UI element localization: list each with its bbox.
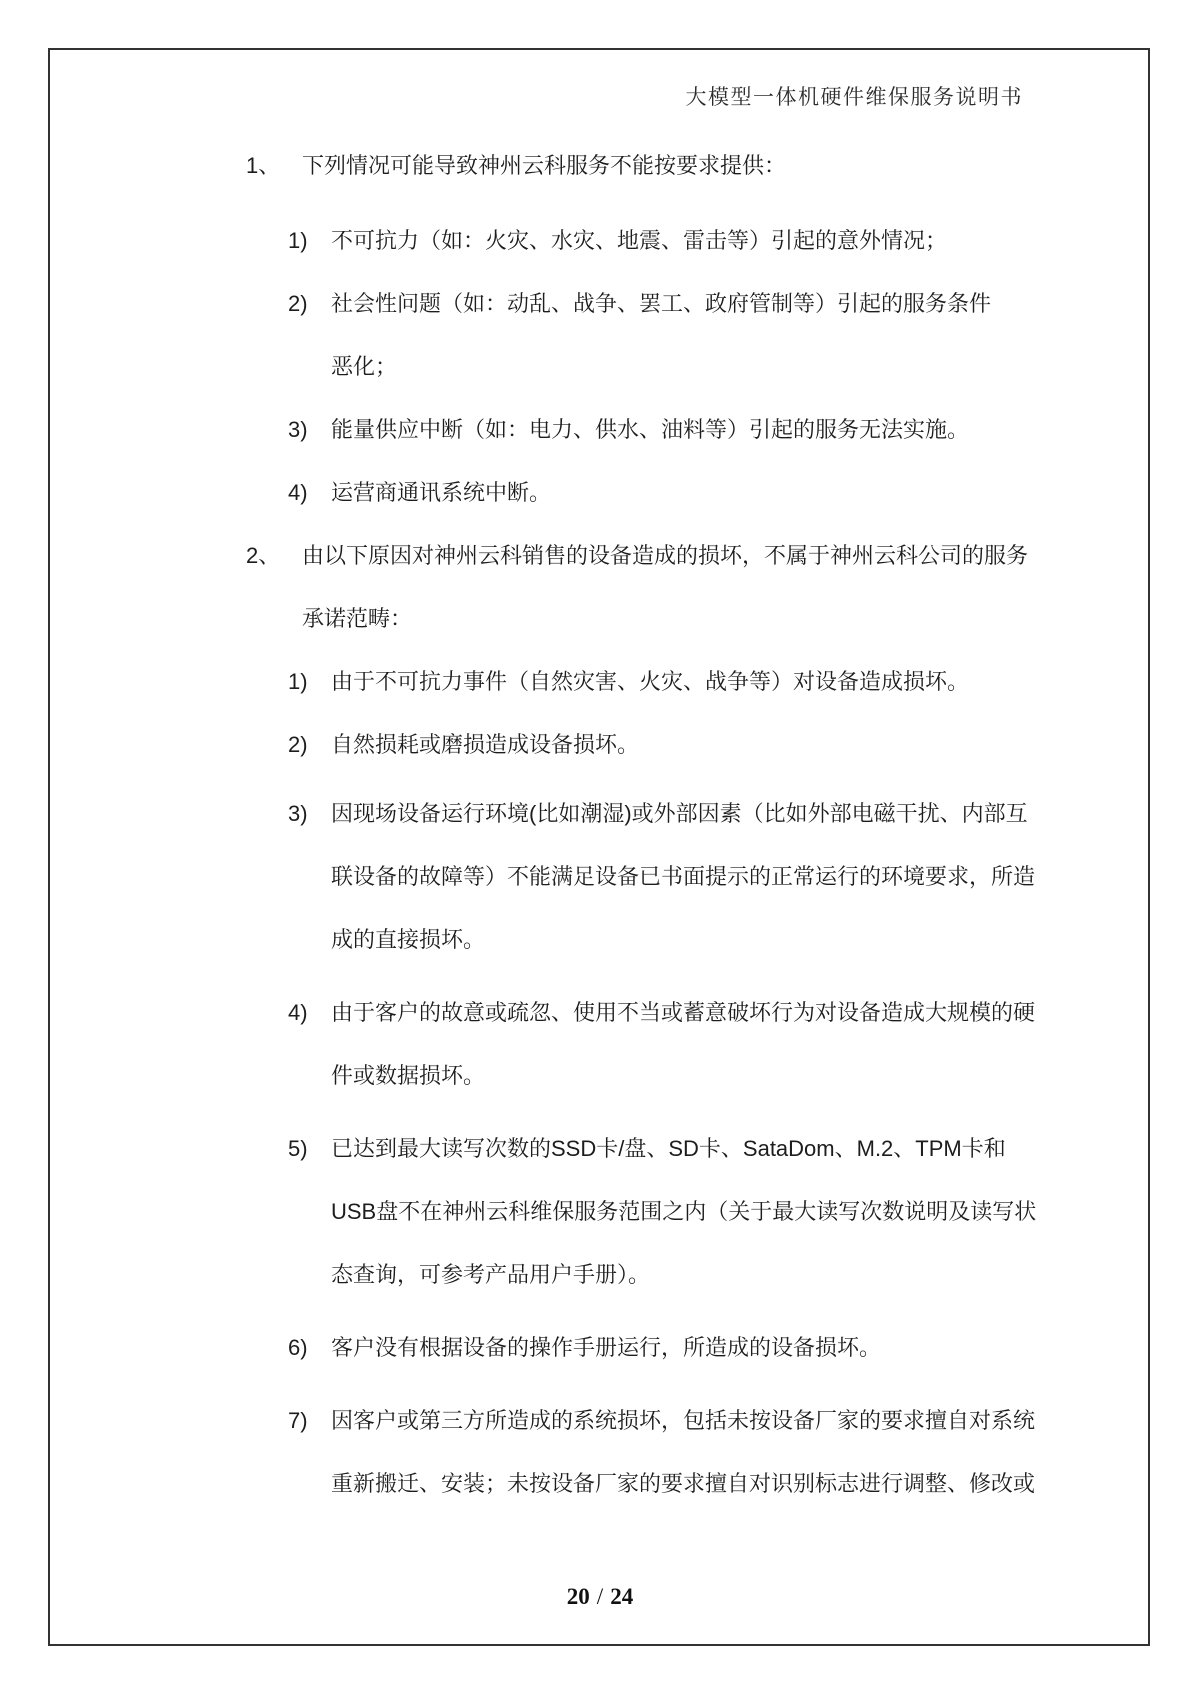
footer-current-page: 20	[566, 1584, 590, 1609]
list-number: 2)	[288, 291, 308, 316]
header-title: 大模型一体机硬件维保服务说明书	[685, 85, 1023, 109]
list-item	[0, 650, 1200, 713]
list-text-line: 由于不可抗力事件（自然灾害、火灾、战争等）对设备造成损坏。	[331, 669, 970, 694]
document-body	[0, 134, 1200, 1515]
list-item	[0, 1389, 1200, 1515]
list-item	[0, 1117, 1200, 1306]
section-title: 由以下原因对神州云科销售的设备造成的损坏，不属于神州云科公司的服务	[302, 543, 1029, 568]
list-number: 2、	[246, 543, 281, 568]
list-number: 5)	[288, 1136, 308, 1161]
list-text-line: 自然损耗或磨损造成设备损坏。	[331, 732, 640, 757]
list-item	[0, 272, 1200, 398]
section-heading	[0, 134, 1200, 197]
list-number: 7)	[288, 1408, 308, 1433]
list-number: 1)	[288, 228, 308, 253]
list-text-line: 已达到最大读写次数的SSD卡/盘、SD卡、SataDom、M.2、TPM卡和	[331, 1136, 1006, 1161]
list-text-line: USB盘不在神州云科维保服务范围之内（关于最大读写次数说明及读写状	[331, 1199, 1037, 1224]
list-number: 6)	[288, 1335, 308, 1360]
footer-separator: /	[596, 1584, 604, 1609]
page-footer	[0, 1582, 1200, 1612]
list-item	[0, 1316, 1200, 1379]
list-text-line: 运营商通讯系统中断。	[331, 480, 552, 505]
section-title: 下列情况可能导致神州云科服务不能按要求提供：	[302, 153, 787, 178]
list-text-line: 成的直接损坏。	[331, 927, 486, 952]
list-item	[0, 782, 1200, 971]
list-text-line: 因现场设备运行环境(比如潮湿)或外部因素（比如外部电磁干扰、内部互	[331, 801, 1028, 826]
list-number: 1、	[246, 153, 281, 178]
section-title-continued: 承诺范畴：	[302, 606, 413, 631]
list-item	[0, 713, 1200, 776]
list-item	[0, 209, 1200, 272]
list-text-line: 不可抗力（如：火灾、水灾、地震、雷击等）引起的意外情况；	[331, 228, 948, 253]
list-number: 4)	[288, 480, 308, 505]
list-text-line: 因客户或第三方所造成的系统损坏，包括未按设备厂家的要求擅自对系统	[331, 1408, 1036, 1433]
list-number: 3)	[288, 801, 308, 826]
page-header	[0, 84, 1023, 110]
list-number: 1)	[288, 669, 308, 694]
footer-total-pages: 24	[610, 1584, 634, 1609]
list-text-line: 态查询，可参考产品用户手册）。	[331, 1262, 651, 1287]
list-number: 3)	[288, 417, 308, 442]
list-text-line: 恶化；	[331, 354, 398, 379]
list-item	[0, 461, 1200, 524]
list-item	[0, 398, 1200, 461]
list-text-line: 能量供应中断（如：电力、供水、油料等）引起的服务无法实施。	[331, 417, 970, 442]
list-text-line: 重新搬迁、安装；未按设备厂家的要求擅自对识别标志进行调整、修改或	[331, 1471, 1036, 1496]
list-text-line: 联设备的故障等）不能满足设备已书面提示的正常运行的环境要求，所造	[331, 864, 1036, 889]
list-text-line: 由于客户的故意或疏忽、使用不当或蓄意破坏行为对设备造成大规模的硬	[331, 1000, 1036, 1025]
list-item	[0, 981, 1200, 1107]
list-text-line: 件或数据损坏。	[331, 1063, 486, 1088]
section-heading	[0, 524, 1200, 650]
list-text-line: 客户没有根据设备的操作手册运行，所造成的设备损坏。	[331, 1335, 882, 1360]
list-number: 2)	[288, 732, 308, 757]
list-number: 4)	[288, 1000, 308, 1025]
list-text-line: 社会性问题（如：动乱、战争、罢工、政府管制等）引起的服务条件	[331, 291, 992, 316]
